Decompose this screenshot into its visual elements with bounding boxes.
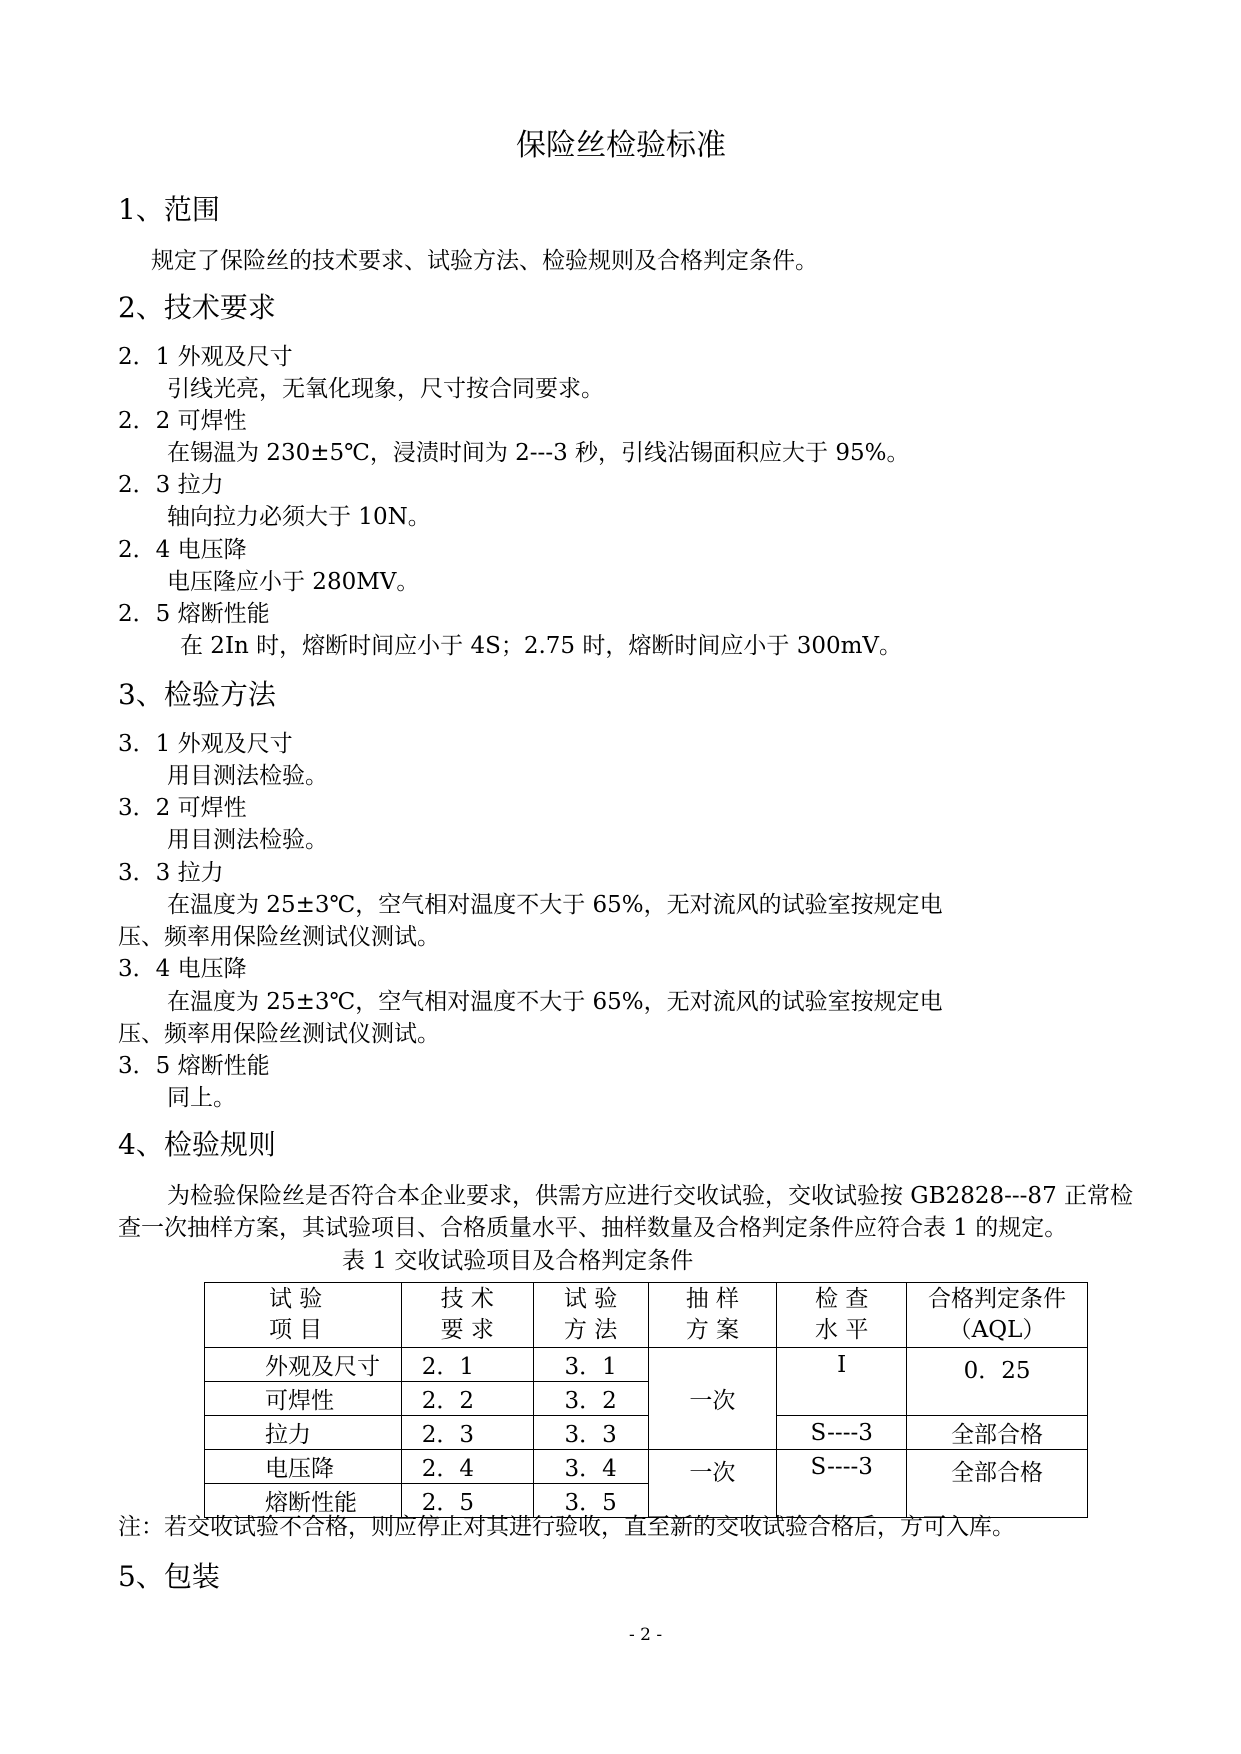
subsection-2-2-heading: 2．2 可焊性	[118, 408, 247, 434]
subsection-3-3-heading: 3．3 拉力	[118, 860, 224, 886]
document-title: 保险丝检验标准	[516, 128, 726, 163]
table-row	[205, 1450, 1088, 1484]
table-note: 注：若交收试验不合格，则应停止对其进行验收，直至新的交收试验合格后，方可入库。	[118, 1514, 1015, 1540]
section-4-text-line2: 查一次抽样方案，其试验项目、合格质量水平、抽样数量及合格判定条件应符合表 1 的规定。	[118, 1215, 1068, 1241]
subsection-2-3-heading: 2．3 拉力	[118, 472, 224, 498]
page-number: - 2 -	[629, 1625, 663, 1645]
subsection-3-3-text-line1: 在温度为 25±3℃，空气相对温度不大于 65%，无对流风的试验室按规定电	[167, 892, 943, 918]
subsection-2-4-heading: 2．4 电压降	[118, 537, 247, 563]
section-3-heading: 3、检验方法	[118, 678, 276, 711]
cell-method: 3．5	[533, 1484, 648, 1518]
table-row	[205, 1348, 1088, 1382]
cell-sampling-plan: 一次	[648, 1348, 777, 1450]
cell-method: 3．4	[533, 1450, 648, 1484]
subsection-2-4-text: 电压隆应小于 280MV。	[167, 569, 420, 595]
header-tech-requirement: 技 术 要 求	[401, 1283, 533, 1348]
cell-inspection-level: Ⅰ	[777, 1348, 907, 1416]
cell-aql: 0．25	[907, 1348, 1088, 1416]
cell-item: 熔断性能	[205, 1484, 402, 1518]
section-1-heading: 1、范围	[118, 193, 220, 226]
subsection-2-1-heading: 2．1 外观及尺寸	[118, 344, 293, 370]
subsection-3-4-text-line1: 在温度为 25±3℃，空气相对温度不大于 65%，无对流风的试验室按规定电	[167, 989, 943, 1015]
cell-inspection-level: S----3	[777, 1416, 907, 1450]
header-test-method: 试 验 方 法	[533, 1283, 648, 1348]
cell-method: 3．2	[533, 1382, 648, 1416]
header-aql: 合格判定条件 （AQL）	[907, 1283, 1088, 1348]
cell-item: 电压降	[205, 1450, 402, 1484]
cell-item: 可焊性	[205, 1382, 402, 1416]
cell-method: 3．3	[533, 1416, 648, 1450]
subsection-2-3-text: 轴向拉力必须大于 10N。	[167, 504, 431, 530]
subsection-3-2-heading: 3．2 可焊性	[118, 795, 247, 821]
cell-item: 外观及尺寸	[205, 1348, 402, 1382]
table-caption: 表 1 交收试验项目及合格判定条件	[342, 1248, 694, 1274]
cell-requirement: 2．1	[401, 1348, 533, 1382]
cell-item: 拉力	[205, 1416, 402, 1450]
subsection-3-1-text: 用目测法检验。	[167, 763, 328, 789]
subsection-3-5-text: 同上。	[167, 1085, 236, 1111]
cell-aql: 全部合格	[907, 1416, 1088, 1450]
subsection-3-2-text: 用目测法检验。	[167, 827, 328, 853]
cell-sampling-plan: 一次	[648, 1450, 777, 1518]
table-row	[205, 1416, 1088, 1450]
cell-requirement: 2．5	[401, 1484, 533, 1518]
subsection-3-4-heading: 3．4 电压降	[118, 956, 247, 982]
header-test-item: 试 验 项 目	[205, 1283, 402, 1348]
table-header-row	[205, 1283, 1088, 1348]
section-4-text-line1: 为检验保险丝是否符合本企业要求，供需方应进行交收试验，交收试验按 GB2828---87 正常检	[167, 1183, 1134, 1209]
section-5-heading: 5、包装	[118, 1560, 220, 1593]
subsection-2-2-text: 在锡温为 230±5℃，浸渍时间为 2---3 秒，引线沾锡面积应大于 95%。	[167, 440, 910, 466]
cell-aql: 全部合格	[907, 1450, 1088, 1518]
subsection-3-4-text-line2: 压、频率用保险丝测试仪测试。	[118, 1021, 440, 1047]
subsection-2-5-heading: 2．5 熔断性能	[118, 601, 270, 627]
subsection-2-5-text: 在 2In 时，熔断时间应小于 4S；2.75 时，熔断时间应小于 300mV。	[180, 633, 903, 659]
header-inspection-level: 检 查 水 平	[777, 1283, 907, 1348]
subsection-3-5-heading: 3．5 熔断性能	[118, 1053, 270, 1079]
cell-requirement: 2．3	[401, 1416, 533, 1450]
cell-requirement: 2．2	[401, 1382, 533, 1416]
section-1-text: 规定了保险丝的技术要求、试验方法、检验规则及合格判定条件。	[151, 248, 818, 274]
section-2-heading: 2、技术要求	[118, 291, 276, 324]
cell-method: 3．1	[533, 1348, 648, 1382]
acceptance-test-table	[204, 1282, 1088, 1518]
section-4-heading: 4、检验规则	[118, 1128, 276, 1161]
subsection-3-3-text-line2: 压、频率用保险丝测试仪测试。	[118, 924, 440, 950]
header-sampling-plan: 抽 样 方 案	[648, 1283, 777, 1348]
subsection-3-1-heading: 3．1 外观及尺寸	[118, 731, 293, 757]
cell-inspection-level: S----3	[777, 1450, 907, 1518]
subsection-2-1-text: 引线光亮，无氧化现象，尺寸按合同要求。	[167, 376, 604, 402]
cell-requirement: 2．4	[401, 1450, 533, 1484]
